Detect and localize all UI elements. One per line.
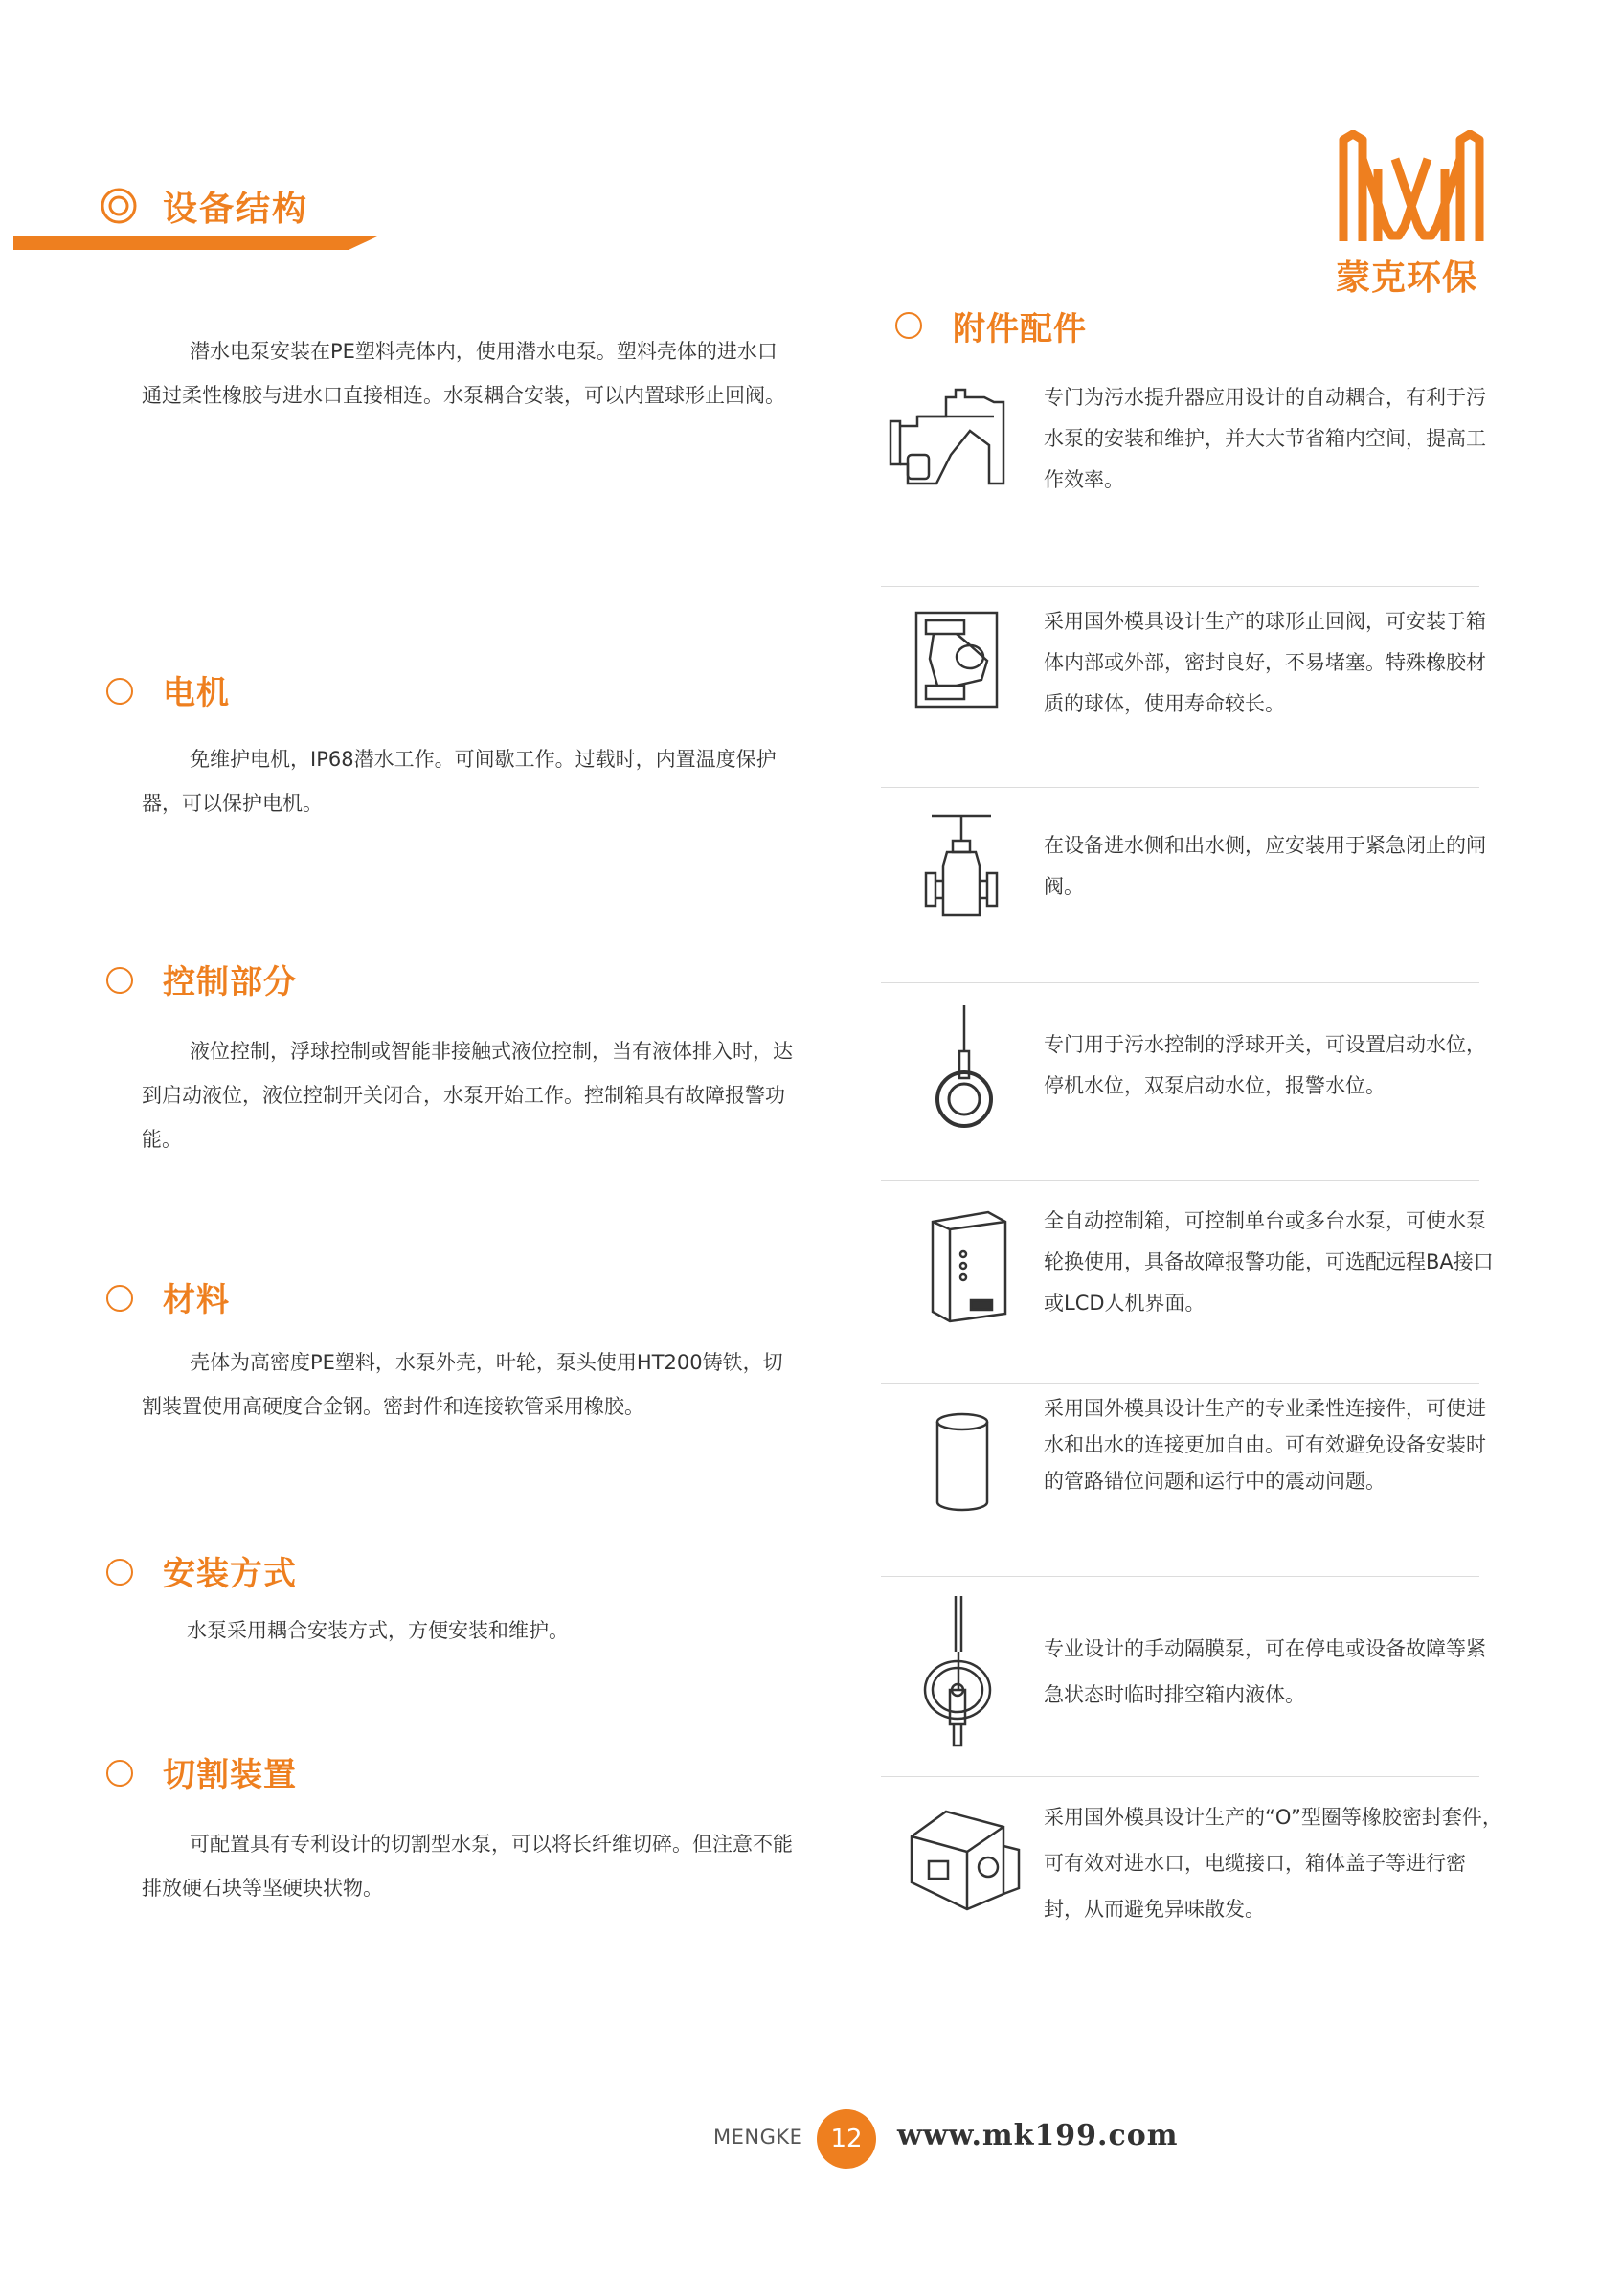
divider xyxy=(881,1776,1479,1777)
accessory-text-coupling: 专门为污水提升器应用设计的自动耦合，有利于污水泵的安装和维护，并大大节省箱内空间，提高工作效率。 xyxy=(1044,386,1486,491)
section-title-motor: 电机 xyxy=(163,674,230,712)
ball-check-valve-icon xyxy=(914,611,1001,711)
mengke-logo xyxy=(1336,130,1487,245)
section-title-control: 控制部分 xyxy=(163,963,297,1002)
divider xyxy=(881,1576,1479,1577)
divider xyxy=(881,586,1479,587)
flexible-connector-icon xyxy=(934,1412,991,1513)
divider xyxy=(881,787,1479,788)
page-title: 设备结构 xyxy=(163,190,309,229)
section-ring-icon xyxy=(106,1760,133,1787)
section-text-motor: 免维护电机，IP68潜水工作。可间歇工作。过载时，内置温度保护器，可以保护电机。 xyxy=(142,748,777,815)
divider xyxy=(881,1180,1479,1181)
auto-coupling-icon xyxy=(889,388,1023,493)
double-circle-icon xyxy=(100,187,138,225)
footer-url[interactable]: www.mk199.com xyxy=(897,2119,1179,2152)
section-text-cutter: 可配置具有专利设计的切割型水泵，可以将长纤维切碎。但注意不能排放硬石块等坚硬块状物。 xyxy=(142,1833,793,1900)
divider xyxy=(881,1383,1479,1384)
section-text-material: 壳体为高密度PE塑料，水泵外壳，叶轮，泵头使用HT200铸铁，切割装置使用高硬度合金钢。密封件和连接软管采用橡胶。 xyxy=(142,1351,783,1418)
logo-text: 蒙克环保 xyxy=(1336,259,1478,298)
accessory-text-gate-valve: 在设备进水侧和出水侧，应安装用于紧急闭止的闸阀。 xyxy=(1044,834,1486,898)
section-ring-icon xyxy=(106,1559,133,1586)
header-accent-bar xyxy=(13,233,377,250)
section-title-installation: 安装方式 xyxy=(163,1555,297,1593)
intro-paragraph: 潜水电泵安装在PE塑料壳体内，使用潜水电泵。塑料壳体的进水口通过柔性橡胶与进水口直接相连。水泵耦合安装，可以内置球形止回阀。 xyxy=(142,340,785,407)
float-switch-icon xyxy=(931,1003,998,1128)
section-text-installation: 水泵采用耦合安装方式，方便安装和维护。 xyxy=(187,1619,569,1642)
accessory-text-seal-kit: 采用国外模具设计生产的“O”型圈等橡胶密封套件，可有效对进水口，电缆接口，箱体盖子等进行密封，从而避免异味散发。 xyxy=(1044,1806,1502,1921)
accessory-text-float-switch: 专门用于污水控制的浮球开关，可设置启动水位，停机水位，双泵启动水位，报警水位。 xyxy=(1044,1033,1486,1097)
gate-valve-icon xyxy=(924,812,1001,917)
section-title-material: 材料 xyxy=(163,1281,230,1319)
section-title-cutter: 切割装置 xyxy=(163,1756,297,1794)
divider xyxy=(881,982,1479,983)
section-ring-icon xyxy=(895,312,922,339)
section-ring-icon xyxy=(106,1285,133,1312)
accessory-text-flexible-connector: 采用国外模具设计生产的专业柔性连接件，可使进水和出水的连接更加自由。可有效避免设备安装时的管路错位问题和运行中的震动问题。 xyxy=(1044,1397,1486,1493)
accessory-text-check-valve: 采用国外模具设计生产的球形止回阀，可安装于箱体内部或外部，密封良好，不易堵塞。特殊橡胶材质的球体，使用寿命较长。 xyxy=(1044,610,1486,715)
diaphragm-pump-icon xyxy=(919,1594,996,1747)
accessories-title: 附件配件 xyxy=(953,310,1087,349)
section-text-control: 液位控制，浮球控制或智能非接触式液位控制，当有液体排入时，达到启动液位，液位控制开关闭合，水泵开始工作。控制箱具有故障报警功能。 xyxy=(142,1040,793,1151)
seal-kit-icon xyxy=(908,1808,1023,1913)
control-box-icon xyxy=(929,1208,1015,1323)
page-number-badge: 12 xyxy=(817,2109,876,2169)
footer-brand: MENGKE xyxy=(713,2126,803,2149)
section-ring-icon xyxy=(106,967,133,994)
accessory-text-control-box: 全自动控制箱，可控制单台或多台水泵，可使水泵轮换使用，具备故障报警功能，可选配远程BA接口或LCD人机界面。 xyxy=(1044,1209,1494,1315)
section-ring-icon xyxy=(106,678,133,705)
accessory-text-diaphragm-pump: 专业设计的手动隔膜泵，可在停电或设备故障等紧急状态时临时排空箱内液体。 xyxy=(1044,1637,1486,1706)
